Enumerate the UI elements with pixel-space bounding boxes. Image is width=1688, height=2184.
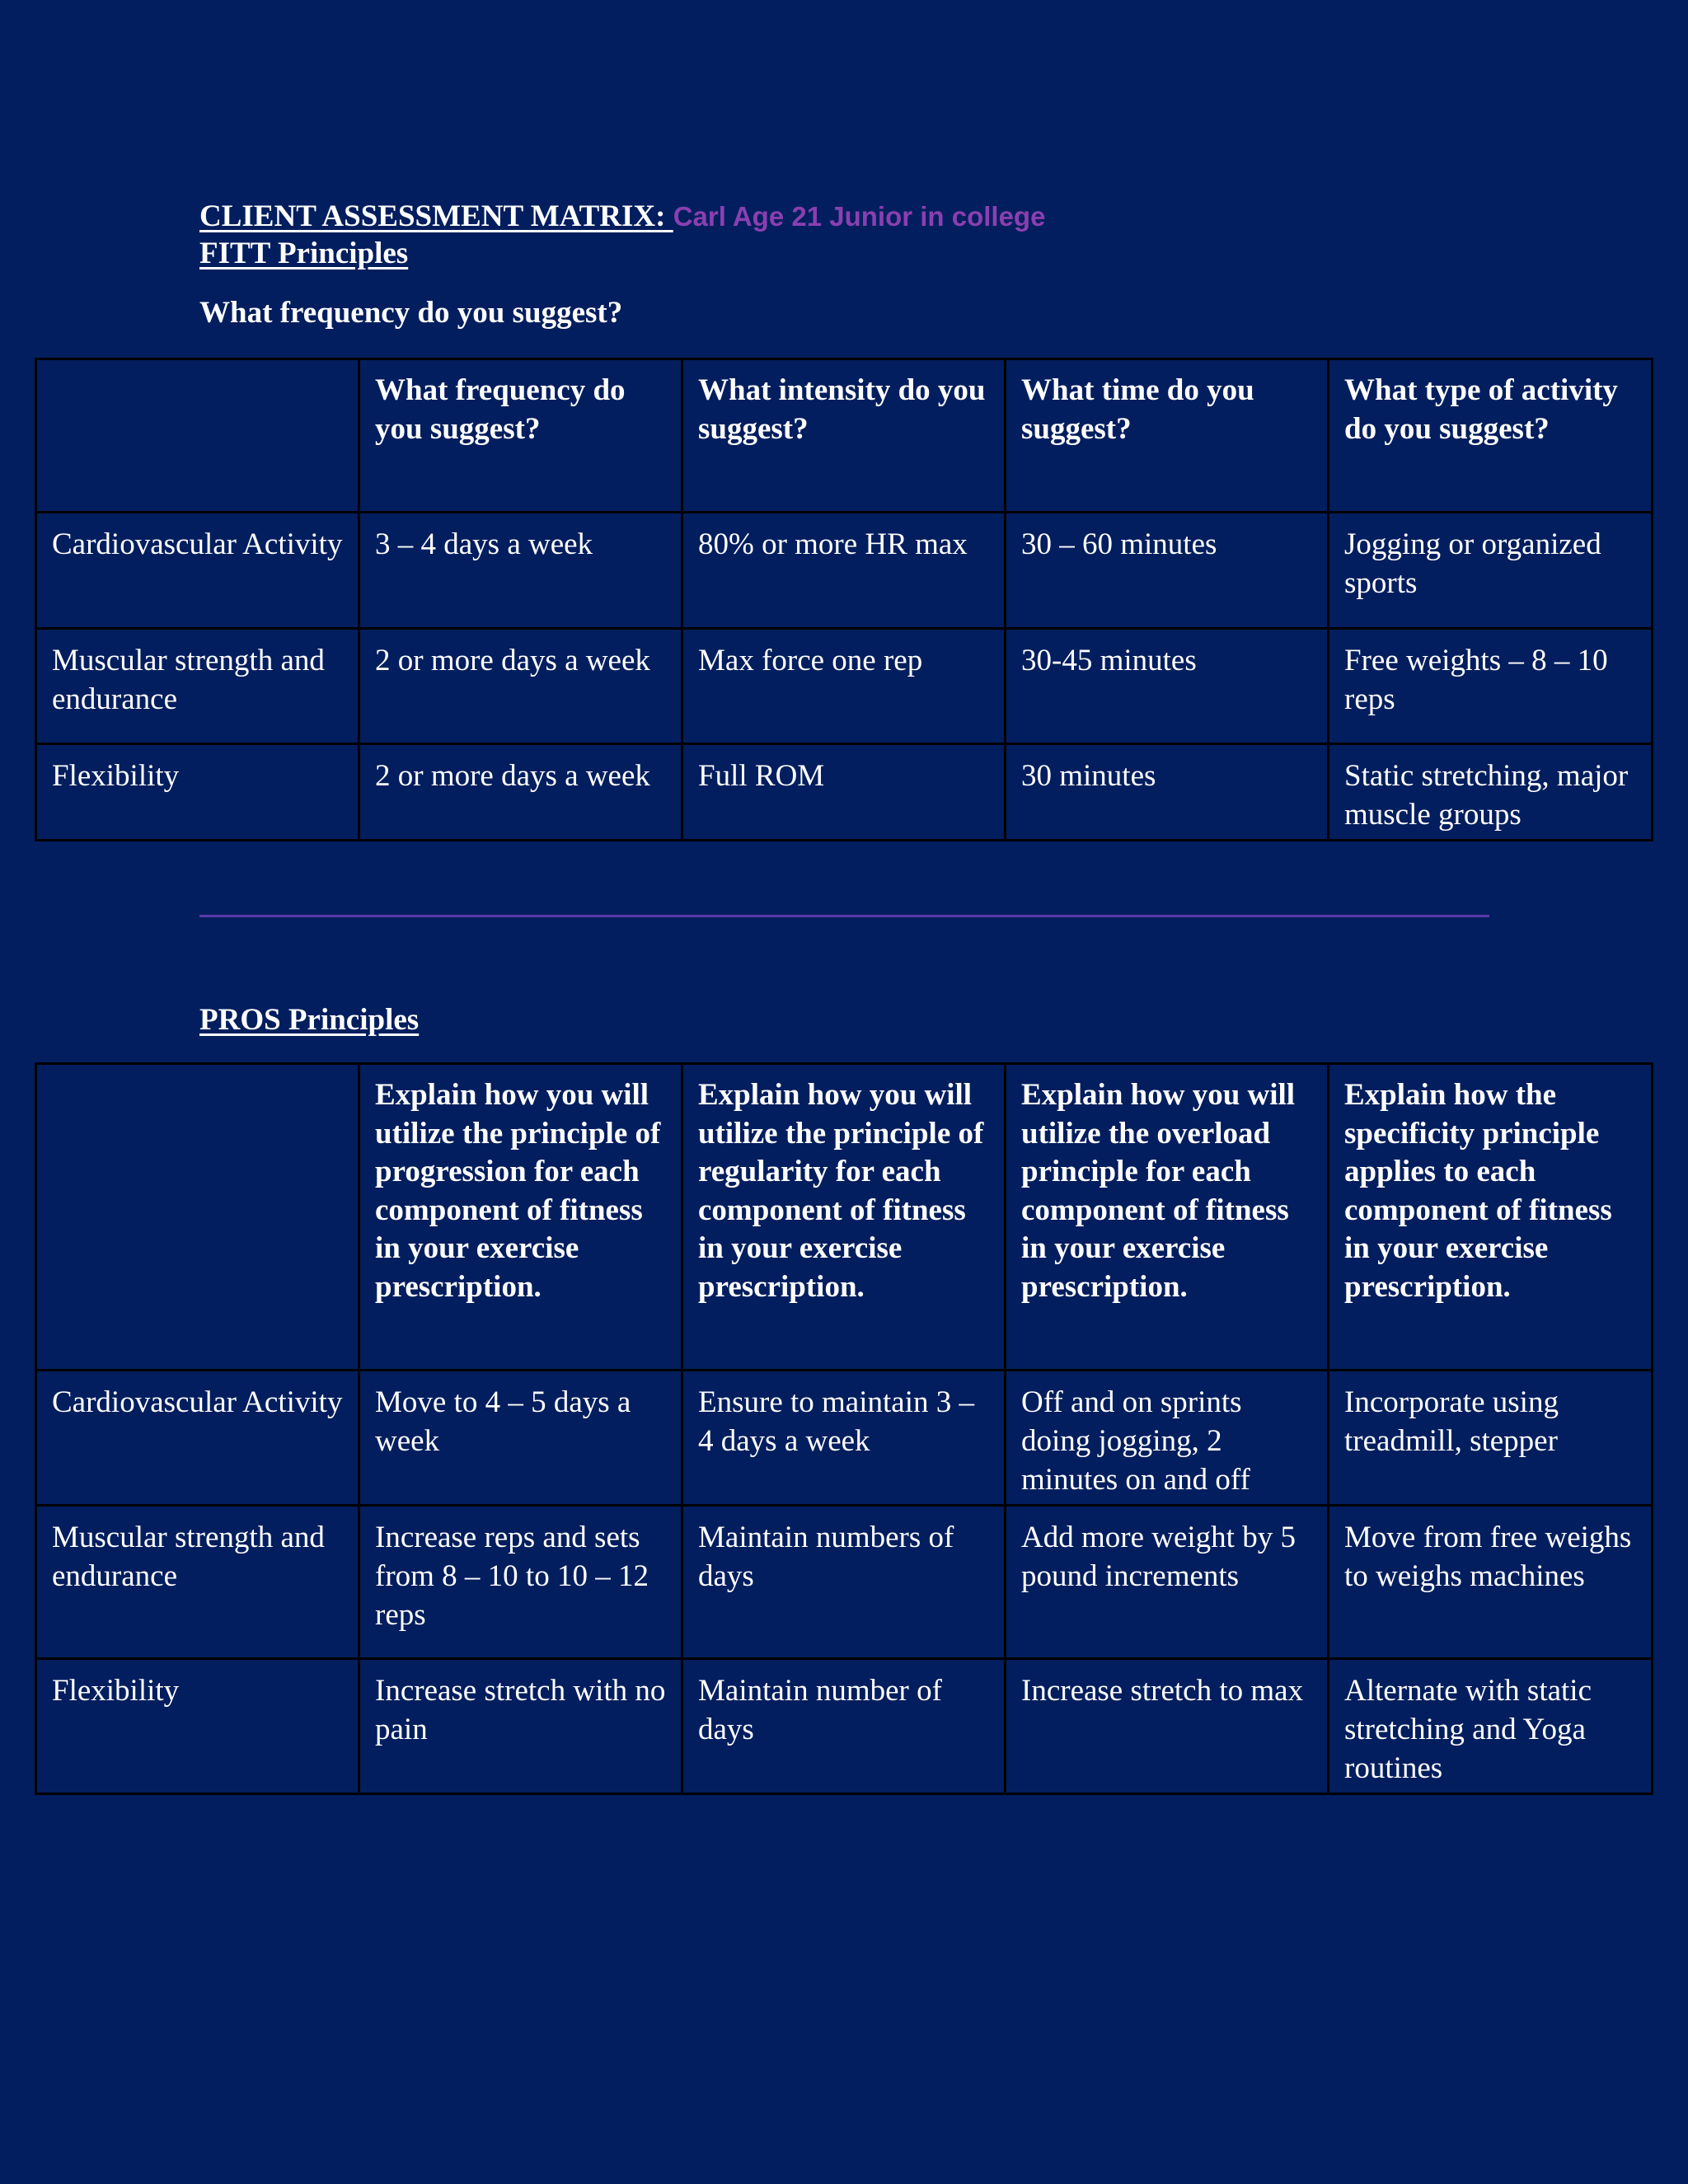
table-cell: Maintain numbers of days <box>682 1506 1006 1659</box>
fitt-header-cell: What intensity do you suggest? <box>682 359 1006 513</box>
table-row <box>36 1506 1653 1659</box>
table-cell: Move from free weighs to weighs machines <box>1329 1506 1653 1659</box>
client-subtitle: Carl Age 21 Junior in college <box>673 201 1046 232</box>
pros-table <box>35 1062 1653 1795</box>
pros-header-cell: Explain how the specificity principle applies to each component of fitness in your exercise prescription. <box>1329 1064 1653 1371</box>
pros-header-cell <box>36 1064 359 1371</box>
table-row <box>36 513 1653 629</box>
table-cell: Off and on sprints doing jogging, 2 minutes on and off <box>1006 1371 1329 1506</box>
table-cell: 30 minutes <box>1006 744 1329 841</box>
fitt-header-cell: What frequency do you suggest? <box>359 359 682 513</box>
fitt-header-cell: What type of activity do you suggest? <box>1329 359 1653 513</box>
pros-header-cell: Explain how you will utilize the principle of progression for each component of fitness in your exercise prescription. <box>359 1064 682 1371</box>
table-row <box>36 1659 1653 1794</box>
table-cell: Static stretching, major muscle groups <box>1329 744 1653 841</box>
table-cell: Full ROM <box>682 744 1006 841</box>
row-label: Muscular strength and endurance <box>36 629 359 744</box>
table-cell: Increase stretch to max <box>1006 1659 1329 1794</box>
row-label: Muscular strength and endurance <box>36 1506 359 1659</box>
pros-header-cell: Explain how you will utilize the overload principle for each component of fitness in your exercise prescription. <box>1006 1064 1329 1371</box>
table-cell: Maintain number of days <box>682 1659 1006 1794</box>
fitt-header-cell: What time do you suggest? <box>1006 359 1329 513</box>
pros-header-cell: Explain how you will utilize the principle of regularity for each component of fitness in your exercise prescription. <box>682 1064 1006 1371</box>
table-cell: Max force one rep <box>682 629 1006 744</box>
row-label: Flexibility <box>36 744 359 841</box>
table-cell: Alternate with static stretching and Yoga routines <box>1329 1659 1653 1794</box>
table-cell: Free weights – 8 – 10 reps <box>1329 629 1653 744</box>
document-title <box>199 198 1045 236</box>
row-label: Cardiovascular Activity <box>36 513 359 629</box>
fitt-question: What frequency do you suggest? <box>199 296 623 330</box>
fitt-header-cell <box>36 359 359 513</box>
table-row <box>36 629 1653 744</box>
table-cell: 2 or more days a week <box>359 744 682 841</box>
table-cell: 80% or more HR max <box>682 513 1006 629</box>
table-cell: 3 – 4 days a week <box>359 513 682 629</box>
row-label: Flexibility <box>36 1659 359 1794</box>
table-cell: Increase reps and sets from 8 – 10 to 10 – 12 reps <box>359 1506 682 1659</box>
row-label: Cardiovascular Activity <box>36 1371 359 1506</box>
section-divider <box>199 915 1489 917</box>
table-cell: 30 – 60 minutes <box>1006 513 1329 629</box>
table-cell: 2 or more days a week <box>359 629 682 744</box>
table-cell: Jogging or organized sports <box>1329 513 1653 629</box>
table-row <box>36 744 1653 841</box>
table-cell: Add more weight by 5 pound increments <box>1006 1506 1329 1659</box>
document-title-main: CLIENT ASSESSMENT MATRIX: <box>199 199 673 233</box>
pros-header-row <box>36 1064 1653 1371</box>
table-cell: Incorporate using treadmill, stepper <box>1329 1371 1653 1506</box>
fitt-table <box>35 358 1653 841</box>
fitt-heading: FITT Principles <box>199 237 409 270</box>
pros-heading: PROS Principles <box>199 1003 420 1037</box>
table-row <box>36 1371 1653 1506</box>
table-cell: 30-45 minutes <box>1006 629 1329 744</box>
table-cell: Increase stretch with no pain <box>359 1659 682 1794</box>
table-cell: Move to 4 – 5 days a week <box>359 1371 682 1506</box>
table-cell: Ensure to maintain 3 – 4 days a week <box>682 1371 1006 1506</box>
fitt-header-row <box>36 359 1653 513</box>
